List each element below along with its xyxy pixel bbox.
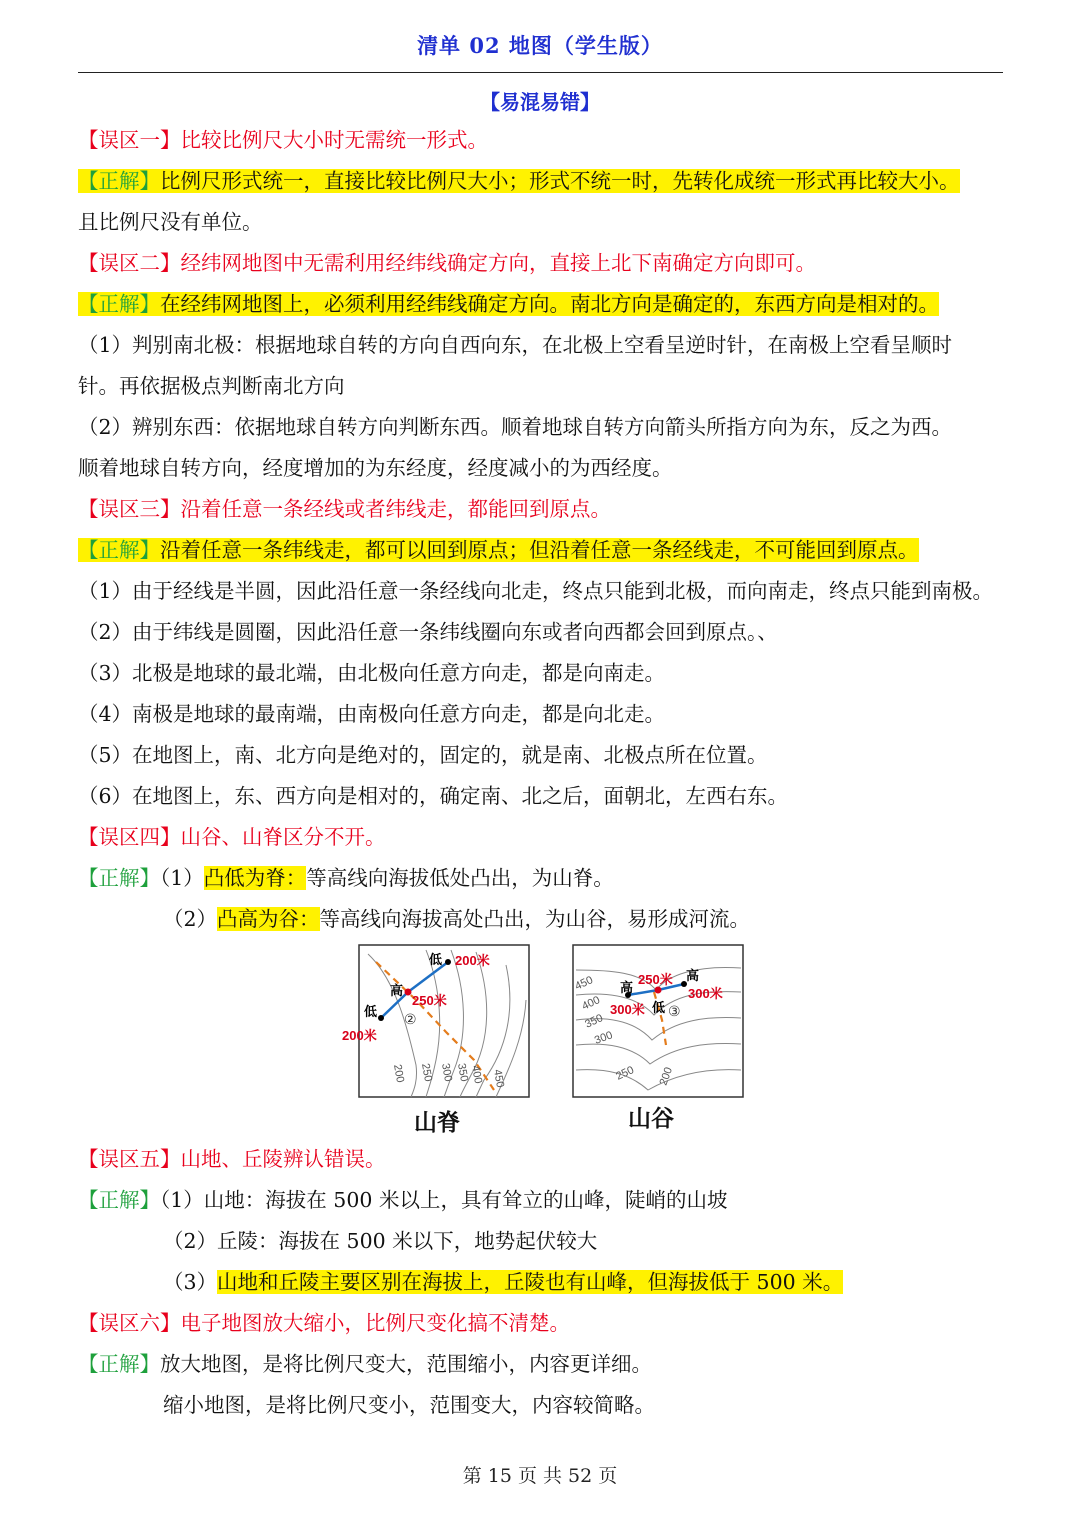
answer-highlight: 在经纬网地图上，必须利用经纬线确定方向。南北方向是确定的，东西方向是相对的。 <box>160 292 939 316</box>
point-text: 等高线向海拔高处凸出，为山谷，易形成河流。 <box>319 907 751 931</box>
answer-highlight: 凸高为谷： <box>217 907 320 931</box>
point-marker <box>445 959 451 965</box>
answer-highlight: 沿着任意一条纬线走，都可以回到原点；但沿着任意一条经线走，不可能回到原点。 <box>160 538 919 562</box>
answer-tag: 【正解】 <box>78 1188 160 1212</box>
page-header-title: 清单 02 地图（学生版） <box>417 33 663 58</box>
answer-tag: 【正解】 <box>78 292 160 316</box>
label-low: 低 <box>652 1000 666 1015</box>
label-low: 低 <box>429 952 443 967</box>
answer-5-line-2: （2）丘陵：海拔在 500 米以下，地势起伏较大 <box>163 1229 598 1253</box>
answer-tag: 【正解】 <box>78 169 160 193</box>
point-number: （1） <box>160 866 204 890</box>
point-text: 等高线向海拔低处凸出，为山脊。 <box>306 866 614 890</box>
point-text: （1）山地：海拔在 500 米以上，具有耸立的山峰，陡峭的山坡 <box>160 1188 728 1212</box>
contour-label: 400 <box>469 1064 485 1085</box>
mistake-text: 山谷、山脊区分不开。 <box>180 825 386 849</box>
mistake-text: 山地、丘陵辨认错误。 <box>180 1147 386 1171</box>
contour-label: 400 <box>580 994 602 1013</box>
label-circle-number: ② <box>404 1011 417 1027</box>
mistake-tag: 【误区一】 <box>78 128 181 152</box>
point-marker <box>655 987 662 994</box>
label-elevation: 300米 <box>610 1002 645 1017</box>
answer-6-line-1 <box>78 1350 652 1378</box>
mistake-text: 经纬网地图中无需利用经纬线确定方向，直接上北下南确定方向即可。 <box>180 251 816 275</box>
mistake-3 <box>78 495 611 523</box>
mistake-tag: 【误区六】 <box>78 1311 181 1335</box>
mistake-5 <box>78 1145 386 1173</box>
point-text: 放大地图，是将比例尺变大，范围缩小，内容更详细。 <box>160 1352 652 1376</box>
contour-label: 350 <box>583 1012 605 1031</box>
answer-1-continued: 且比例尺没有单位。 <box>78 210 263 234</box>
mistake-text: 电子地图放大缩小，比例尺变化搞不清楚。 <box>180 1311 570 1335</box>
point-marker <box>378 1015 384 1021</box>
mistake-tag: 【误区二】 <box>78 251 181 275</box>
mistake-4 <box>78 823 386 851</box>
mistake-tag: 【误区四】 <box>78 825 181 849</box>
answer-3-point: （1）由于经线是半圆，因此沿任意一条经线向北走，终点只能到北极，而向南走，终点只能到南极。 <box>78 579 994 603</box>
page-footer: 第 15 页 共 52 页 <box>462 1465 618 1487</box>
answer-3-point: （6）在地图上，东、西方向是相对的，确定南、北之后，面朝北，左西右东。 <box>78 784 789 808</box>
contour-label: 450 <box>491 1068 507 1089</box>
mistake-1 <box>78 126 488 154</box>
contour-figure <box>342 940 748 1140</box>
answer-tag: 【正解】 <box>78 538 160 562</box>
contour-label: 250 <box>614 1064 636 1083</box>
valley-map <box>573 945 743 1131</box>
mistake-6 <box>78 1309 570 1337</box>
label-high: 高 <box>686 968 700 983</box>
answer-2-point-2: （2）辨别东西：依据地球自转方向判断东西。顺着地球自转方向箭头所指方向为东，反之为西。 <box>78 415 953 439</box>
label-elevation: 200米 <box>455 953 490 968</box>
answer-highlight: 山地和丘陵主要区别在海拔上，丘陵也有山峰，但海拔低于 500 米。 <box>217 1270 844 1294</box>
label-high: 高 <box>390 983 404 998</box>
answer-2-point-1: （1）判别南北极：根据地球自转的方向自西向东，在北极上空看呈逆时针，在南极上空看呈顺时 <box>78 333 953 357</box>
label-elevation: 200米 <box>342 1028 377 1043</box>
contour-label: 300 <box>439 1062 455 1083</box>
answer-3-point: （4）南极是地球的最南端，由南极向任意方向走，都是向北走。 <box>78 702 666 726</box>
answer-4-line-2 <box>163 905 750 933</box>
contour-label: 250 <box>419 1062 435 1083</box>
answer-5-line-3 <box>163 1268 843 1296</box>
answer-highlight: 比例尺形式统一，直接比较比例尺大小；形式不统一时，先转化成统一形式再比较大小。 <box>160 169 960 193</box>
mistake-tag: 【误区五】 <box>78 1147 181 1171</box>
answer-3-point: （5）在地图上，南、北方向是绝对的，固定的，就是南、北极点所在位置。 <box>78 743 768 767</box>
answer-tag: 【正解】 <box>78 1352 160 1376</box>
point-number: （3） <box>163 1270 218 1294</box>
answer-2-point-2-cont: 顺着地球自转方向，经度增加的为东经度，经度减小的为西经度。 <box>78 456 673 480</box>
answer-3-point: （2）由于纬线是圆圈，因此沿任意一条纬线圈向东或者向西都会回到原点。、 <box>78 620 778 644</box>
answer-5-line-1 <box>78 1186 727 1214</box>
answer-4-line-1 <box>78 864 614 892</box>
answer-2 <box>78 290 939 318</box>
caption-valley: 山谷 <box>628 1105 674 1131</box>
label-low: 低 <box>364 1004 378 1019</box>
answer-3-point: （3）北极是地球的最北端，由北极向任意方向走，都是向南走。 <box>78 661 666 685</box>
answer-highlight: 凸低为脊： <box>203 866 307 890</box>
label-elevation: 300米 <box>688 986 723 1001</box>
contour-label: 300 <box>592 1029 615 1047</box>
caption-ridge: 山脊 <box>414 1109 460 1135</box>
mistake-2 <box>78 249 816 277</box>
answer-1 <box>78 167 960 195</box>
answer-6-line-2: 缩小地图，是将比例尺变小，范围变大，内容较简略。 <box>163 1393 655 1417</box>
label-circle-number: ③ <box>668 1003 681 1019</box>
contour-label: 200 <box>391 1063 407 1084</box>
point-number: （2） <box>163 907 218 931</box>
label-elevation: 250米 <box>638 972 673 987</box>
contour-label: 450 <box>573 974 595 993</box>
label-elevation: 250米 <box>412 993 447 1008</box>
point-marker <box>405 989 412 996</box>
section-title: 【易混易错】 <box>480 90 600 114</box>
header-rule <box>78 72 1003 73</box>
contour-label: 200 <box>657 1065 676 1088</box>
mistake-tag: 【误区三】 <box>78 497 181 521</box>
answer-3 <box>78 536 919 564</box>
answer-tag: 【正解】 <box>78 866 160 890</box>
label-high: 高 <box>620 980 634 995</box>
mistake-text: 沿着任意一条经线或者纬线走，都能回到原点。 <box>180 497 611 521</box>
answer-2-point-1-cont: 针。再依据极点判断南北方向 <box>78 374 345 398</box>
contour-label: 350 <box>455 1062 471 1083</box>
mistake-text: 比较比例尺大小时无需统一形式。 <box>180 128 488 152</box>
ridge-map <box>342 945 529 1135</box>
